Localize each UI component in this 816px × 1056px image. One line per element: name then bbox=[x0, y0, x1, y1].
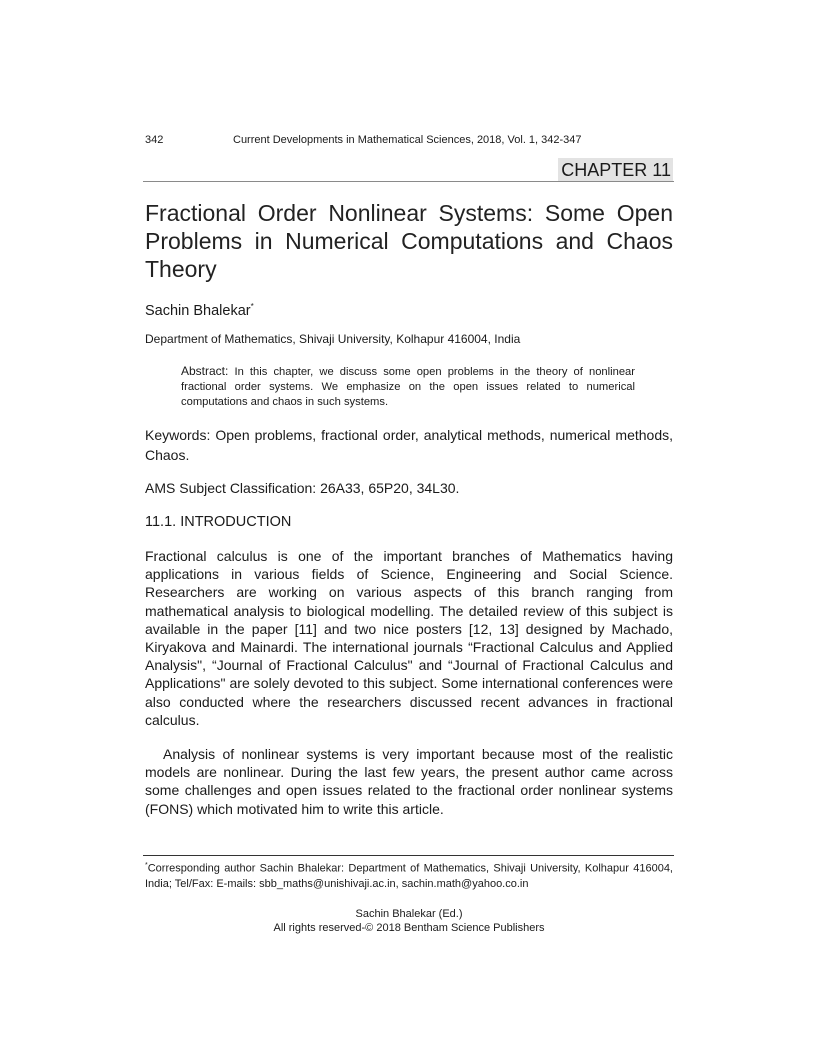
ams-classification bbox=[145, 479, 459, 497]
abstract bbox=[181, 364, 635, 410]
keywords-label: Keywords: bbox=[145, 427, 211, 443]
rights-line: All rights reserved-© 2018 Bentham Science Publishers bbox=[273, 922, 545, 934]
author-line bbox=[145, 298, 254, 320]
intro-paragraph-1: Fractional calculus is one of the important branches of Mathematics having applications in various fields of Science, Engineering and Social Science. Researchers are working on various aspects of this branch ranging from mathematical analysis to biological modelling. The detailed review of this subject is available in the paper [11] and two nice posters [12, 13] designed by Machado, Kiryakova and Mainardi. The international journals “Fractional Calculus and Applied Analysis", “Journal of Fractional Calculus" and “Journal of Fractional Calculus and Applications" are solely devoted to this subject. Some international conferences were also conducted where the researchers discussed recent advances in fractional calculus. bbox=[145, 548, 673, 728]
affiliation: Department of Mathematics, Shivaji University, Kolhapur 416004, India bbox=[145, 332, 521, 346]
keywords-text: Open problems, fractional order, analytical methods, numerical methods, Chaos. bbox=[145, 427, 673, 463]
footnote-marker: * bbox=[145, 862, 148, 869]
footnote bbox=[145, 858, 673, 892]
abstract-label: Abstract: bbox=[181, 364, 229, 378]
journal-citation: Current Developments in Mathematical Sciences, 2018, Vol. 1, 342-347 bbox=[233, 134, 582, 146]
footnote-divider bbox=[143, 855, 674, 856]
publisher-block bbox=[145, 907, 673, 935]
intro-paragraph-2: Analysis of nonlinear systems is very important because most of the realistic models are nonlinear. During the last few years, the present author came across some challenges and open issues related to the fractional order nonlinear systems (FONS) which motivated him to write this article. bbox=[145, 746, 673, 817]
author-name: Sachin Bhalekar bbox=[145, 302, 251, 319]
abstract-text: In this chapter, we discuss some open problems in the theory of nonlinear fractional order systems. We emphasize on the open issues related to numerical computations and chaos in such systems. bbox=[181, 366, 636, 408]
ams-codes: 26A33, 65P20, 34L30. bbox=[320, 480, 460, 496]
footnote-text: Corresponding author Sachin Bhalekar: Department of Mathematics, Shivaji University, Kolhapur 416004, India; Tel/Fax: E-mails: sbb_maths@unishivaji.ac.in, sachin.math@yahoo.co.in bbox=[145, 862, 673, 890]
keywords bbox=[145, 425, 673, 465]
author-footnote-marker[interactable]: * bbox=[250, 302, 254, 311]
chapter-title: Fractional Order Nonlinear Systems: Some Open Problems in Numerical Computations and Chaos Theory bbox=[145, 200, 673, 282]
section-heading: 11.1. INTRODUCTION bbox=[145, 514, 292, 530]
chapter-label: CHAPTER 11 bbox=[558, 158, 673, 182]
page-number: 342 bbox=[145, 134, 164, 146]
editor-line: Sachin Bhalekar (Ed.) bbox=[355, 908, 463, 920]
header-divider bbox=[143, 181, 674, 182]
ams-label: AMS Subject Classification: bbox=[145, 480, 317, 496]
